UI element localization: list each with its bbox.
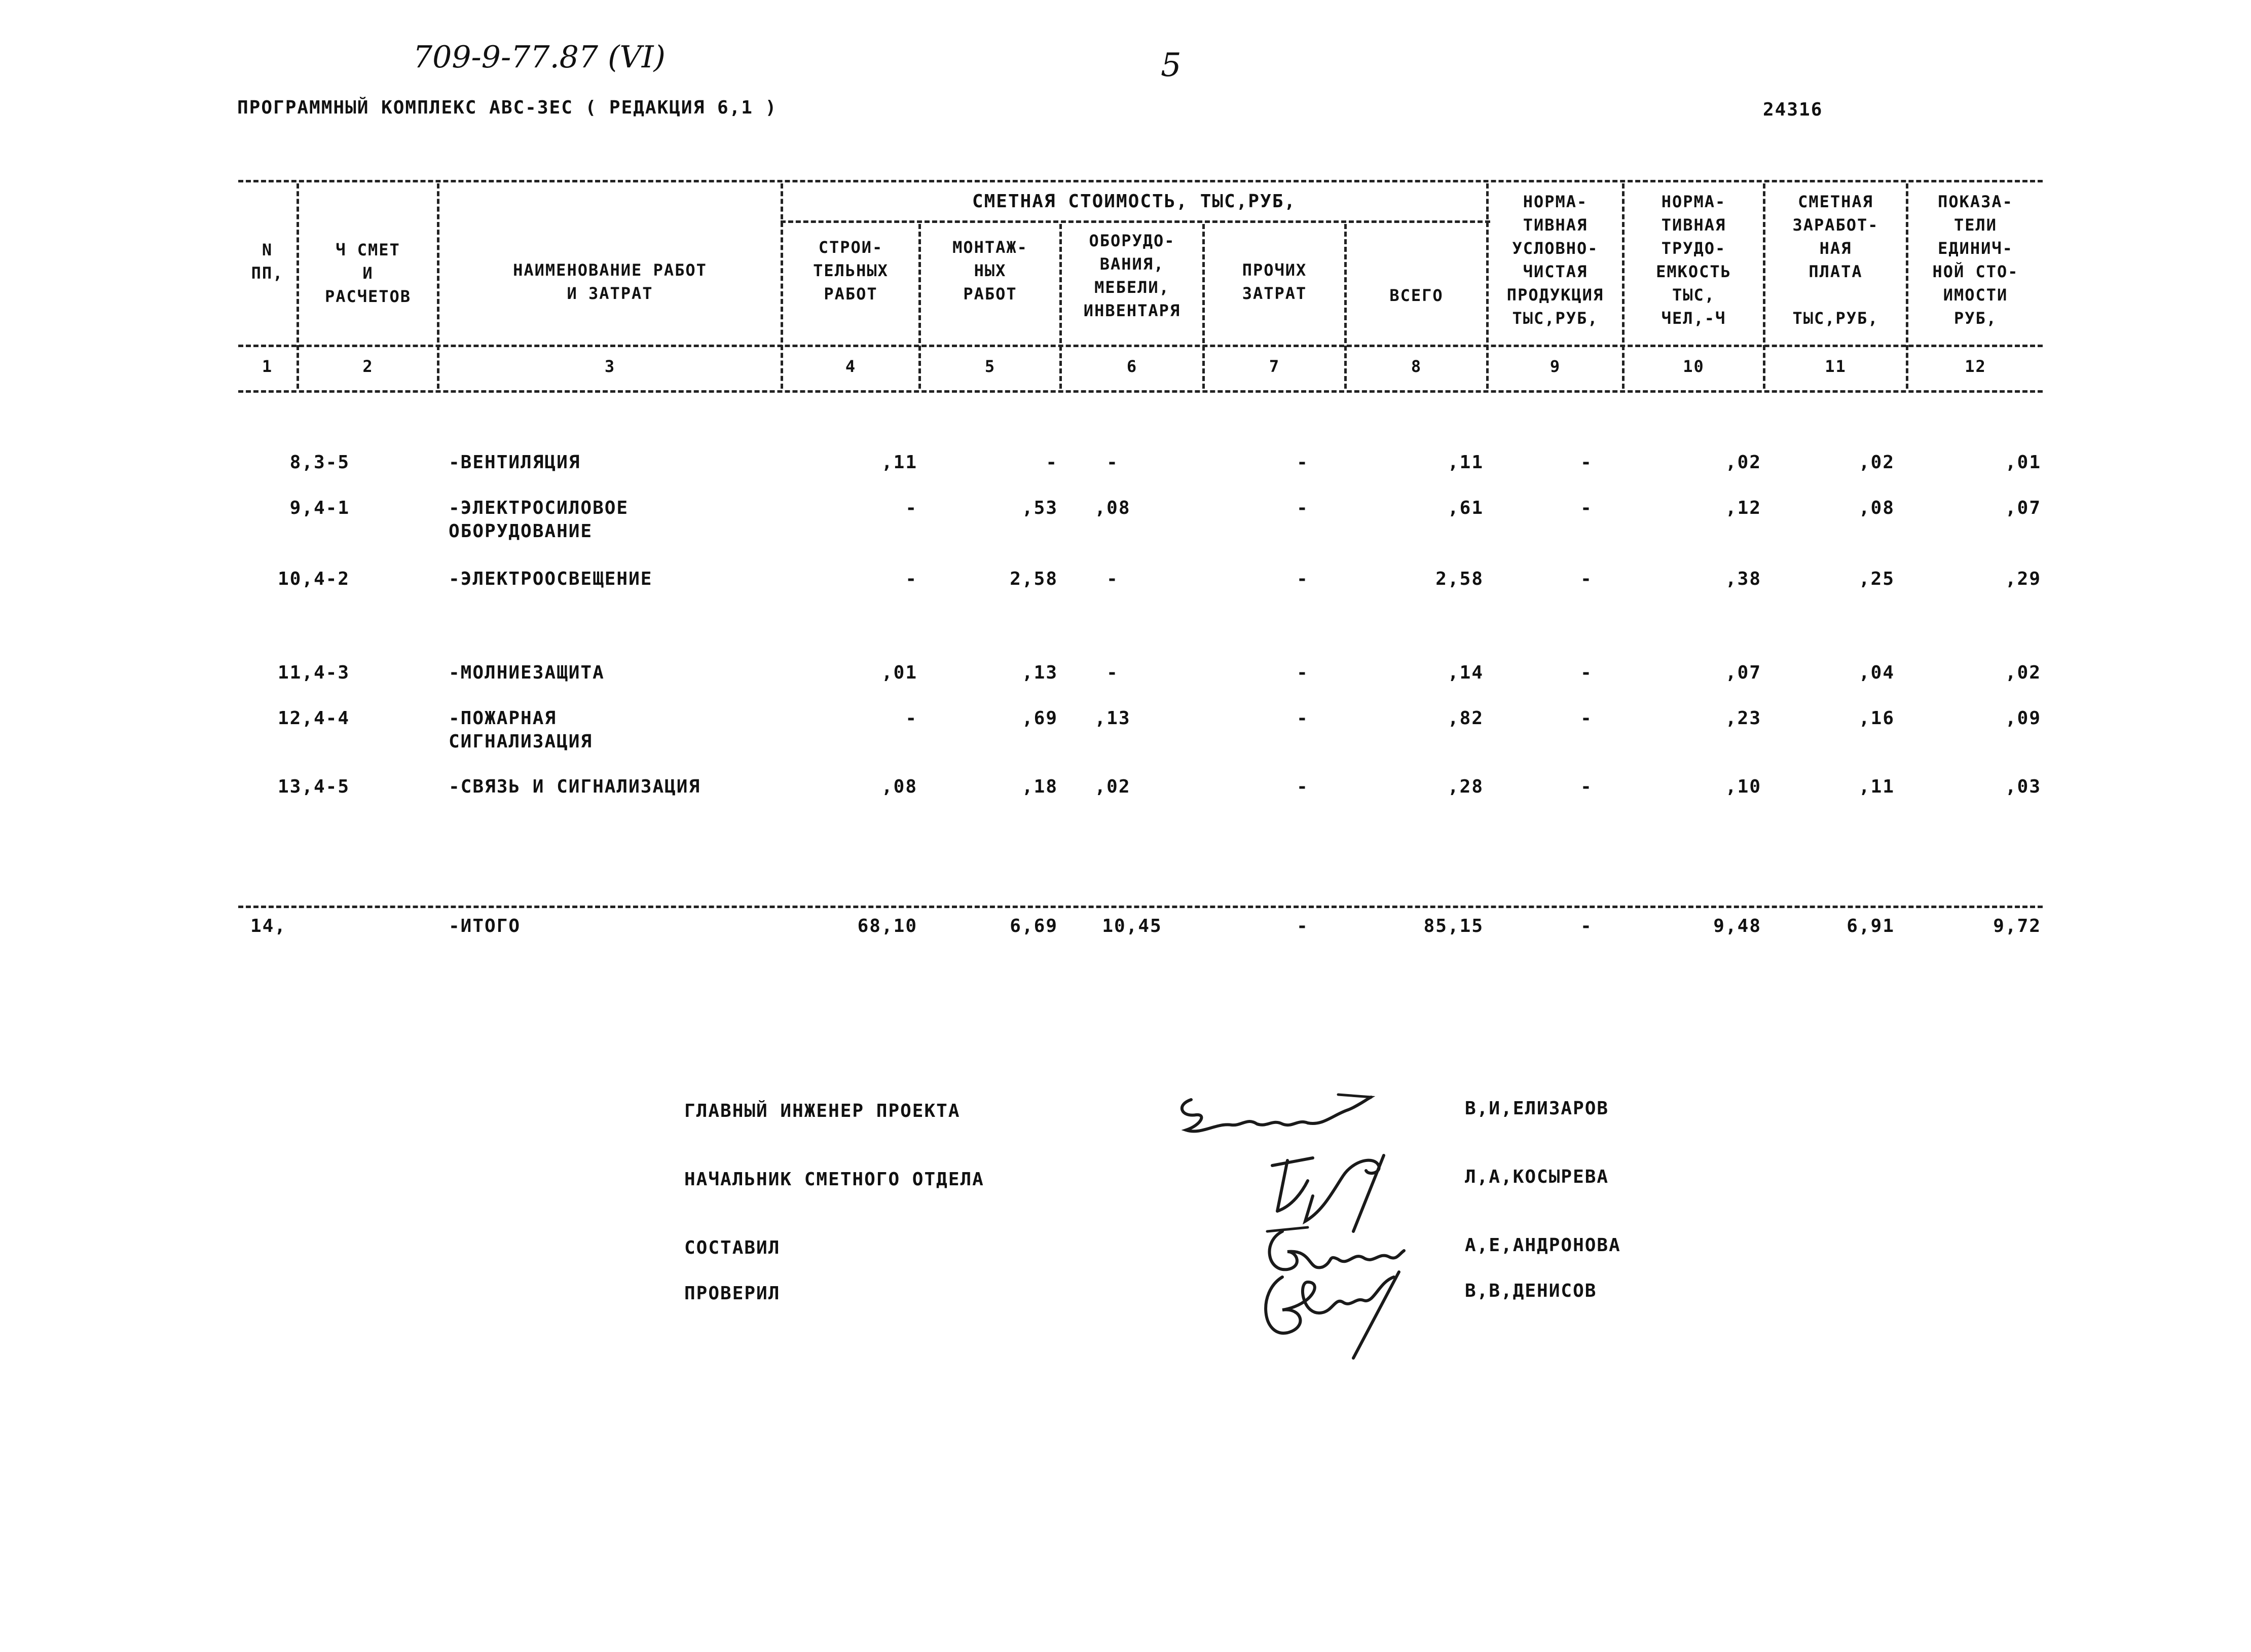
- cell-other: -: [1297, 708, 1309, 729]
- col-header-total: ВСЕГО: [1389, 286, 1444, 305]
- cell-unit-cost: ,02: [2005, 662, 2041, 683]
- cell-labor: ,38: [1725, 569, 1761, 589]
- col-header-estimate: Ч СМЕТ И РАСЧЕТОВ: [324, 240, 412, 306]
- cell-labor: ,23: [1725, 708, 1761, 729]
- col-number: 2: [362, 357, 374, 376]
- cell-other: -: [1297, 498, 1309, 518]
- cell-net-production: -: [1580, 776, 1593, 797]
- cell-labor: ,12: [1725, 498, 1761, 518]
- cell-equipment: -: [1106, 569, 1119, 589]
- row-name: -СВЯЗЬ И СИГНАЛИЗАЦИЯ: [449, 776, 701, 797]
- cell-unit-cost: ,29: [2005, 569, 2041, 589]
- cell-labor: ,02: [1725, 452, 1761, 473]
- cell-construction: ,08: [881, 776, 917, 797]
- row-number: 8,3-5: [289, 452, 350, 473]
- signature-name: А,Е,АНДРОНОВА: [1465, 1235, 1621, 1256]
- col-header-labor: НОРМА- ТИВНАЯ ТРУДО- ЕМКОСТЬ ТЫС, ЧЕЛ,-Ч: [1656, 192, 1731, 328]
- cell-wages: ,25: [1858, 569, 1895, 589]
- group-header-rule: [781, 220, 1490, 223]
- cell-other: -: [1297, 662, 1309, 683]
- col-header-equipment: ОБОРУДО- ВАНИЯ, МЕБЕЛИ, ИНВЕНТАРЯ: [1083, 231, 1181, 320]
- row-number: 13,4-5: [277, 776, 350, 797]
- page-number: 5: [1161, 47, 1182, 84]
- group-header: СМЕТНАЯ СТОИМОСТЬ, ТЫС,РУБ,: [972, 191, 1297, 212]
- cell-net-production: -: [1580, 498, 1593, 518]
- cell-wages: ,11: [1858, 776, 1895, 797]
- total-unit-cost: 9,72: [1993, 916, 2041, 936]
- cell-wages: ,02: [1858, 452, 1895, 473]
- col-number: 8: [1411, 357, 1422, 376]
- cell-installation: ,69: [1021, 708, 1058, 729]
- cell-other: -: [1297, 569, 1309, 589]
- col-number: 12: [1965, 357, 1986, 376]
- cell-total: ,11: [1447, 452, 1484, 473]
- cell-equipment: ,02: [1094, 776, 1131, 797]
- cell-construction: -: [905, 498, 917, 518]
- total-number: 14,: [250, 916, 286, 936]
- col-number: 10: [1683, 357, 1705, 376]
- col-header-other: ПРОЧИХ ЗАТРАТ: [1242, 260, 1307, 303]
- row-number: 11,4-3: [277, 662, 350, 683]
- cell-installation: ,13: [1021, 662, 1058, 683]
- total-labor: 9,48: [1713, 916, 1761, 936]
- cell-equipment: ,13: [1094, 708, 1131, 729]
- document-code: 709-9-77.87 (VI): [413, 40, 666, 75]
- cell-unit-cost: ,09: [2005, 708, 2041, 729]
- cell-construction: -: [905, 708, 917, 729]
- col-header-name: НАИМЕНОВАНИЕ РАБОТ И ЗАТРАТ: [513, 260, 707, 303]
- row-name: -ЭЛЕКТРООСВЕЩЕНИЕ: [449, 569, 653, 589]
- cell-wages: ,04: [1858, 662, 1895, 683]
- cell-construction: ,11: [881, 452, 917, 473]
- col-number: 6: [1126, 357, 1138, 376]
- cell-installation: ,18: [1021, 776, 1058, 797]
- cell-other: -: [1297, 776, 1309, 797]
- cell-unit-cost: ,03: [2005, 776, 2041, 797]
- cell-other: -: [1297, 452, 1309, 473]
- cell-total: ,61: [1447, 498, 1484, 518]
- cell-labor: ,10: [1725, 776, 1761, 797]
- signature-role: СОСТАВИЛ: [684, 1237, 781, 1258]
- total-other: -: [1297, 916, 1309, 936]
- cell-equipment: -: [1106, 662, 1119, 683]
- cell-wages: ,08: [1858, 498, 1895, 518]
- cell-equipment: -: [1106, 452, 1119, 473]
- col-header-unit-cost: ПОКАЗА- ТЕЛИ ЕДИНИЧ- НОЙ СТО- ИМОСТИ РУБ,: [1932, 192, 2019, 328]
- cell-net-production: -: [1580, 569, 1593, 589]
- total-top-rule: [238, 906, 2043, 908]
- col-number: 11: [1825, 357, 1847, 376]
- col-number: 9: [1549, 357, 1561, 376]
- row-number: 10,4-2: [277, 569, 350, 589]
- total-net-production: -: [1580, 916, 1593, 936]
- col-number: 3: [604, 357, 616, 376]
- row-name: -ПОЖАРНАЯ: [449, 708, 557, 729]
- col-number: 5: [984, 357, 996, 376]
- column-numbers-rule: [238, 390, 2043, 393]
- col-header-installation: МОНТАЖ- НЫХ РАБОТ: [952, 238, 1028, 304]
- signature-role: ПРОВЕРИЛ: [684, 1283, 781, 1304]
- table-top-rule: [238, 180, 2043, 182]
- cell-wages: ,16: [1858, 708, 1895, 729]
- total-name: -ИТОГО: [449, 916, 521, 936]
- total-wages: 6,91: [1847, 916, 1895, 936]
- row-name-cont: СИГНАЛИЗАЦИЯ: [449, 731, 593, 752]
- cell-construction: ,01: [881, 662, 917, 683]
- cell-unit-cost: ,07: [2005, 498, 2041, 518]
- signature-role: НАЧАЛЬНИК СМЕТНОГО ОТДЕЛА: [684, 1169, 984, 1190]
- cell-construction: -: [905, 569, 917, 589]
- sheet-id: 24316: [1763, 99, 1823, 120]
- row-number: 9,4-1: [289, 498, 350, 518]
- cell-total: ,14: [1447, 662, 1484, 683]
- cell-unit-cost: ,01: [2005, 452, 2041, 473]
- row-name: -ЭЛЕКТРОСИЛОВОЕ: [449, 498, 629, 518]
- total-total: 85,15: [1423, 916, 1484, 936]
- col-header-net-production: НОРМА- ТИВНАЯ УСЛОВНО- ЧИСТАЯ ПРОДУКЦИЯ ТЫС,РУБ,: [1506, 192, 1604, 328]
- header-bottom-rule: [238, 345, 2043, 347]
- cell-labor: ,07: [1725, 662, 1761, 683]
- cell-total: ,28: [1447, 776, 1484, 797]
- signature-name: Л,А,КОСЫРЕВА: [1465, 1167, 1609, 1187]
- signature-name: В,И,ЕЛИЗАРОВ: [1465, 1098, 1609, 1119]
- row-number: 12,4-4: [277, 708, 350, 729]
- total-construction: 68,10: [857, 916, 917, 936]
- cell-equipment: ,08: [1094, 498, 1131, 518]
- col-number: 7: [1269, 357, 1280, 376]
- cell-net-production: -: [1580, 452, 1593, 473]
- row-name: -МОЛНИЕЗАЩИТА: [449, 662, 605, 683]
- col-number: 4: [845, 357, 857, 376]
- handwritten-signature-4: [1247, 1262, 1429, 1363]
- cell-total: ,82: [1447, 708, 1484, 729]
- col-header-wages: СМЕТНАЯ ЗАРАБОТ- НАЯ ПЛАТА ТЫС,РУБ,: [1792, 192, 1879, 328]
- program-line: ПРОГРАММНЫЙ КОМПЛЕКС АВС-3ЕС ( РЕДАКЦИЯ 6,1 ): [237, 97, 778, 118]
- cell-total: 2,58: [1435, 569, 1484, 589]
- col-header-n: N ПП,: [251, 240, 284, 283]
- cell-net-production: -: [1580, 708, 1593, 729]
- cell-net-production: -: [1580, 662, 1593, 683]
- row-name: -ВЕНТИЛЯЦИЯ: [449, 452, 581, 473]
- row-name-cont: ОБОРУДОВАНИЕ: [449, 521, 593, 542]
- total-installation: 6,69: [1010, 916, 1058, 936]
- signature-name: В,В,ДЕНИСОВ: [1465, 1281, 1597, 1301]
- total-equipment: 10,45: [1102, 916, 1162, 936]
- signature-role: ГЛАВНЫЙ ИНЖЕНЕР ПРОЕКТА: [684, 1101, 961, 1121]
- cell-installation: -: [1046, 452, 1058, 473]
- cell-installation: 2,58: [1010, 569, 1058, 589]
- col-header-construction: СТРОИ- ТЕЛЬНЫХ РАБОТ: [813, 238, 889, 304]
- cell-installation: ,53: [1021, 498, 1058, 518]
- col-number: 1: [262, 357, 273, 376]
